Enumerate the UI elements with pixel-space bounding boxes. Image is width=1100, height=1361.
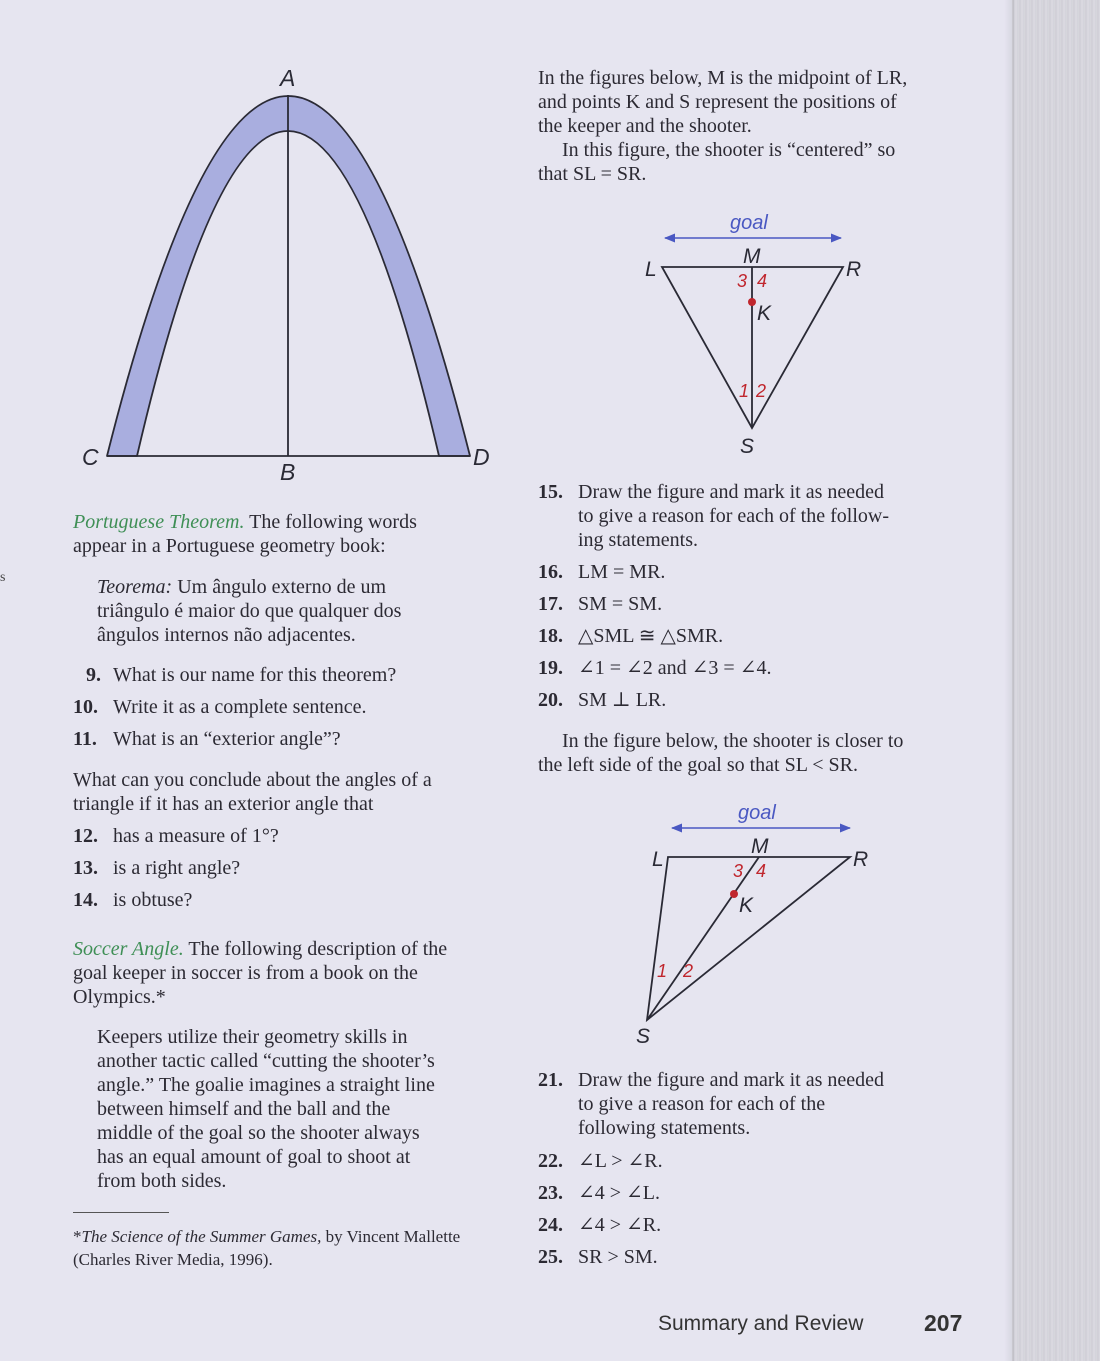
soccer-quote: Keepers utilize their geometry skills in another tactic called “cutting the shooter’s angle.” The goalie imagines a straight line between himself and the ball and the middle of the goal so the shooter always has an equal amount of goal to shoot at from both sides. [97, 1026, 435, 1192]
portuguese-quote: Teorema: Um ângulo externo de um triângulo é maior do que qualquer dos ângulos internos não adjacentes. [97, 576, 402, 646]
angle-1: 1 [739, 381, 750, 401]
closer-figure [625, 795, 875, 1055]
angle-4-2: 4 [756, 861, 767, 881]
angle-2-2: 2 [683, 961, 694, 981]
goal-label: goal [730, 212, 768, 234]
question-9: 9. What is our name for this theorem? [86, 664, 397, 686]
label-m: M [743, 245, 761, 268]
soccer-intro: Soccer Angle. The following description of the goal keeper in soccer is from a book on the Olympics.* [73, 938, 448, 1008]
triangle-lrs-2 [647, 857, 850, 1020]
portuguese-intro: Portuguese Theorem. The following words appear in a Portuguese geometry book: [73, 511, 417, 557]
page-number: 207 [924, 1310, 963, 1336]
centered-figure [630, 205, 870, 465]
label-m-2: M [751, 835, 769, 858]
angle-4: 4 [757, 271, 768, 291]
question-15: 15. Draw the figure and mark it as needed to give a reason for each of the follow- ing statements. [538, 481, 889, 551]
label-r-2: R [853, 848, 869, 871]
question-22: 22. ∠L > ∠R. [538, 1150, 663, 1172]
keeper-point-2 [730, 890, 738, 898]
page-edge-shadow [1004, 0, 1014, 1361]
keeper-point [748, 298, 756, 306]
question-23: 23. ∠4 > ∠L. [538, 1182, 661, 1204]
angle-3-2: 3 [733, 861, 744, 881]
question-13: 13. is a right angle? [73, 857, 241, 879]
label-s-2: S [636, 1025, 651, 1048]
question-24: 24. ∠4 > ∠R. [538, 1214, 662, 1236]
question-14: 14. is obtuse? [73, 889, 193, 911]
arch-label-d: D [473, 444, 490, 470]
angle-1-2: 1 [657, 961, 668, 981]
label-k-2: K [739, 894, 754, 917]
arch-figure [70, 55, 510, 485]
label-r: R [846, 258, 862, 281]
question-11: 11. What is an “exterior angle”? [73, 728, 341, 750]
footnote: *The Science of the Summer Games, by Vincent Mallette (Charles River Media, 1996). [73, 1227, 461, 1269]
page-edge-strip [1012, 0, 1100, 1361]
question-10: 10. Write it as a complete sentence. [73, 696, 367, 718]
question-18: 18. △SML ≅ △SMR. [538, 625, 724, 647]
label-l-2: L [652, 848, 664, 871]
angle-2: 2 [756, 381, 767, 401]
footnote-rule [73, 1212, 169, 1213]
label-s: S [740, 435, 755, 458]
soccer-heading: Soccer Angle. [73, 938, 184, 960]
footer-section-title: Summary and Review [658, 1312, 864, 1335]
closer-intro: In the figure below, the shooter is closer to the left side of the goal so that SL < SR. [538, 730, 904, 776]
label-l: L [645, 258, 657, 281]
question-16: 16. LM = MR. [538, 561, 666, 583]
footnote-book-title: The Science of the Summer Games, [81, 1227, 322, 1246]
exterior-intro: What can you conclude about the angles of a triangle if it has an exterior angle that [73, 769, 432, 815]
arch-label-c: C [82, 444, 99, 470]
left-margin-mark: s [0, 570, 6, 585]
right-intro: In the figures below, M is the midpoint of LR, and points K and S represent the positions of the keeper and the shooter. In this figure, the shooter is “centered” so that SL = SR. [538, 67, 908, 185]
question-25: 25. SR > SM. [538, 1246, 658, 1268]
label-k: K [757, 302, 772, 325]
arch-label-a: A [280, 65, 296, 91]
question-12: 12. has a measure of 1°? [73, 825, 279, 847]
portuguese-heading: Portuguese Theorem. [73, 511, 245, 533]
line-ms-2 [647, 857, 759, 1020]
question-17: 17. SM = SM. [538, 593, 663, 615]
question-20: 20. SM ⊥ LR. [538, 689, 667, 711]
goal-label-2: goal [738, 802, 776, 824]
question-21: 21. Draw the figure and mark it as needed to give a reason for each of the following statements. [538, 1069, 884, 1139]
arch-label-b: B [280, 459, 296, 485]
question-19: 19. ∠1 = ∠2 and ∠3 = ∠4. [538, 657, 772, 679]
angle-3: 3 [737, 271, 748, 291]
quote-label: Teorema: [97, 576, 173, 598]
